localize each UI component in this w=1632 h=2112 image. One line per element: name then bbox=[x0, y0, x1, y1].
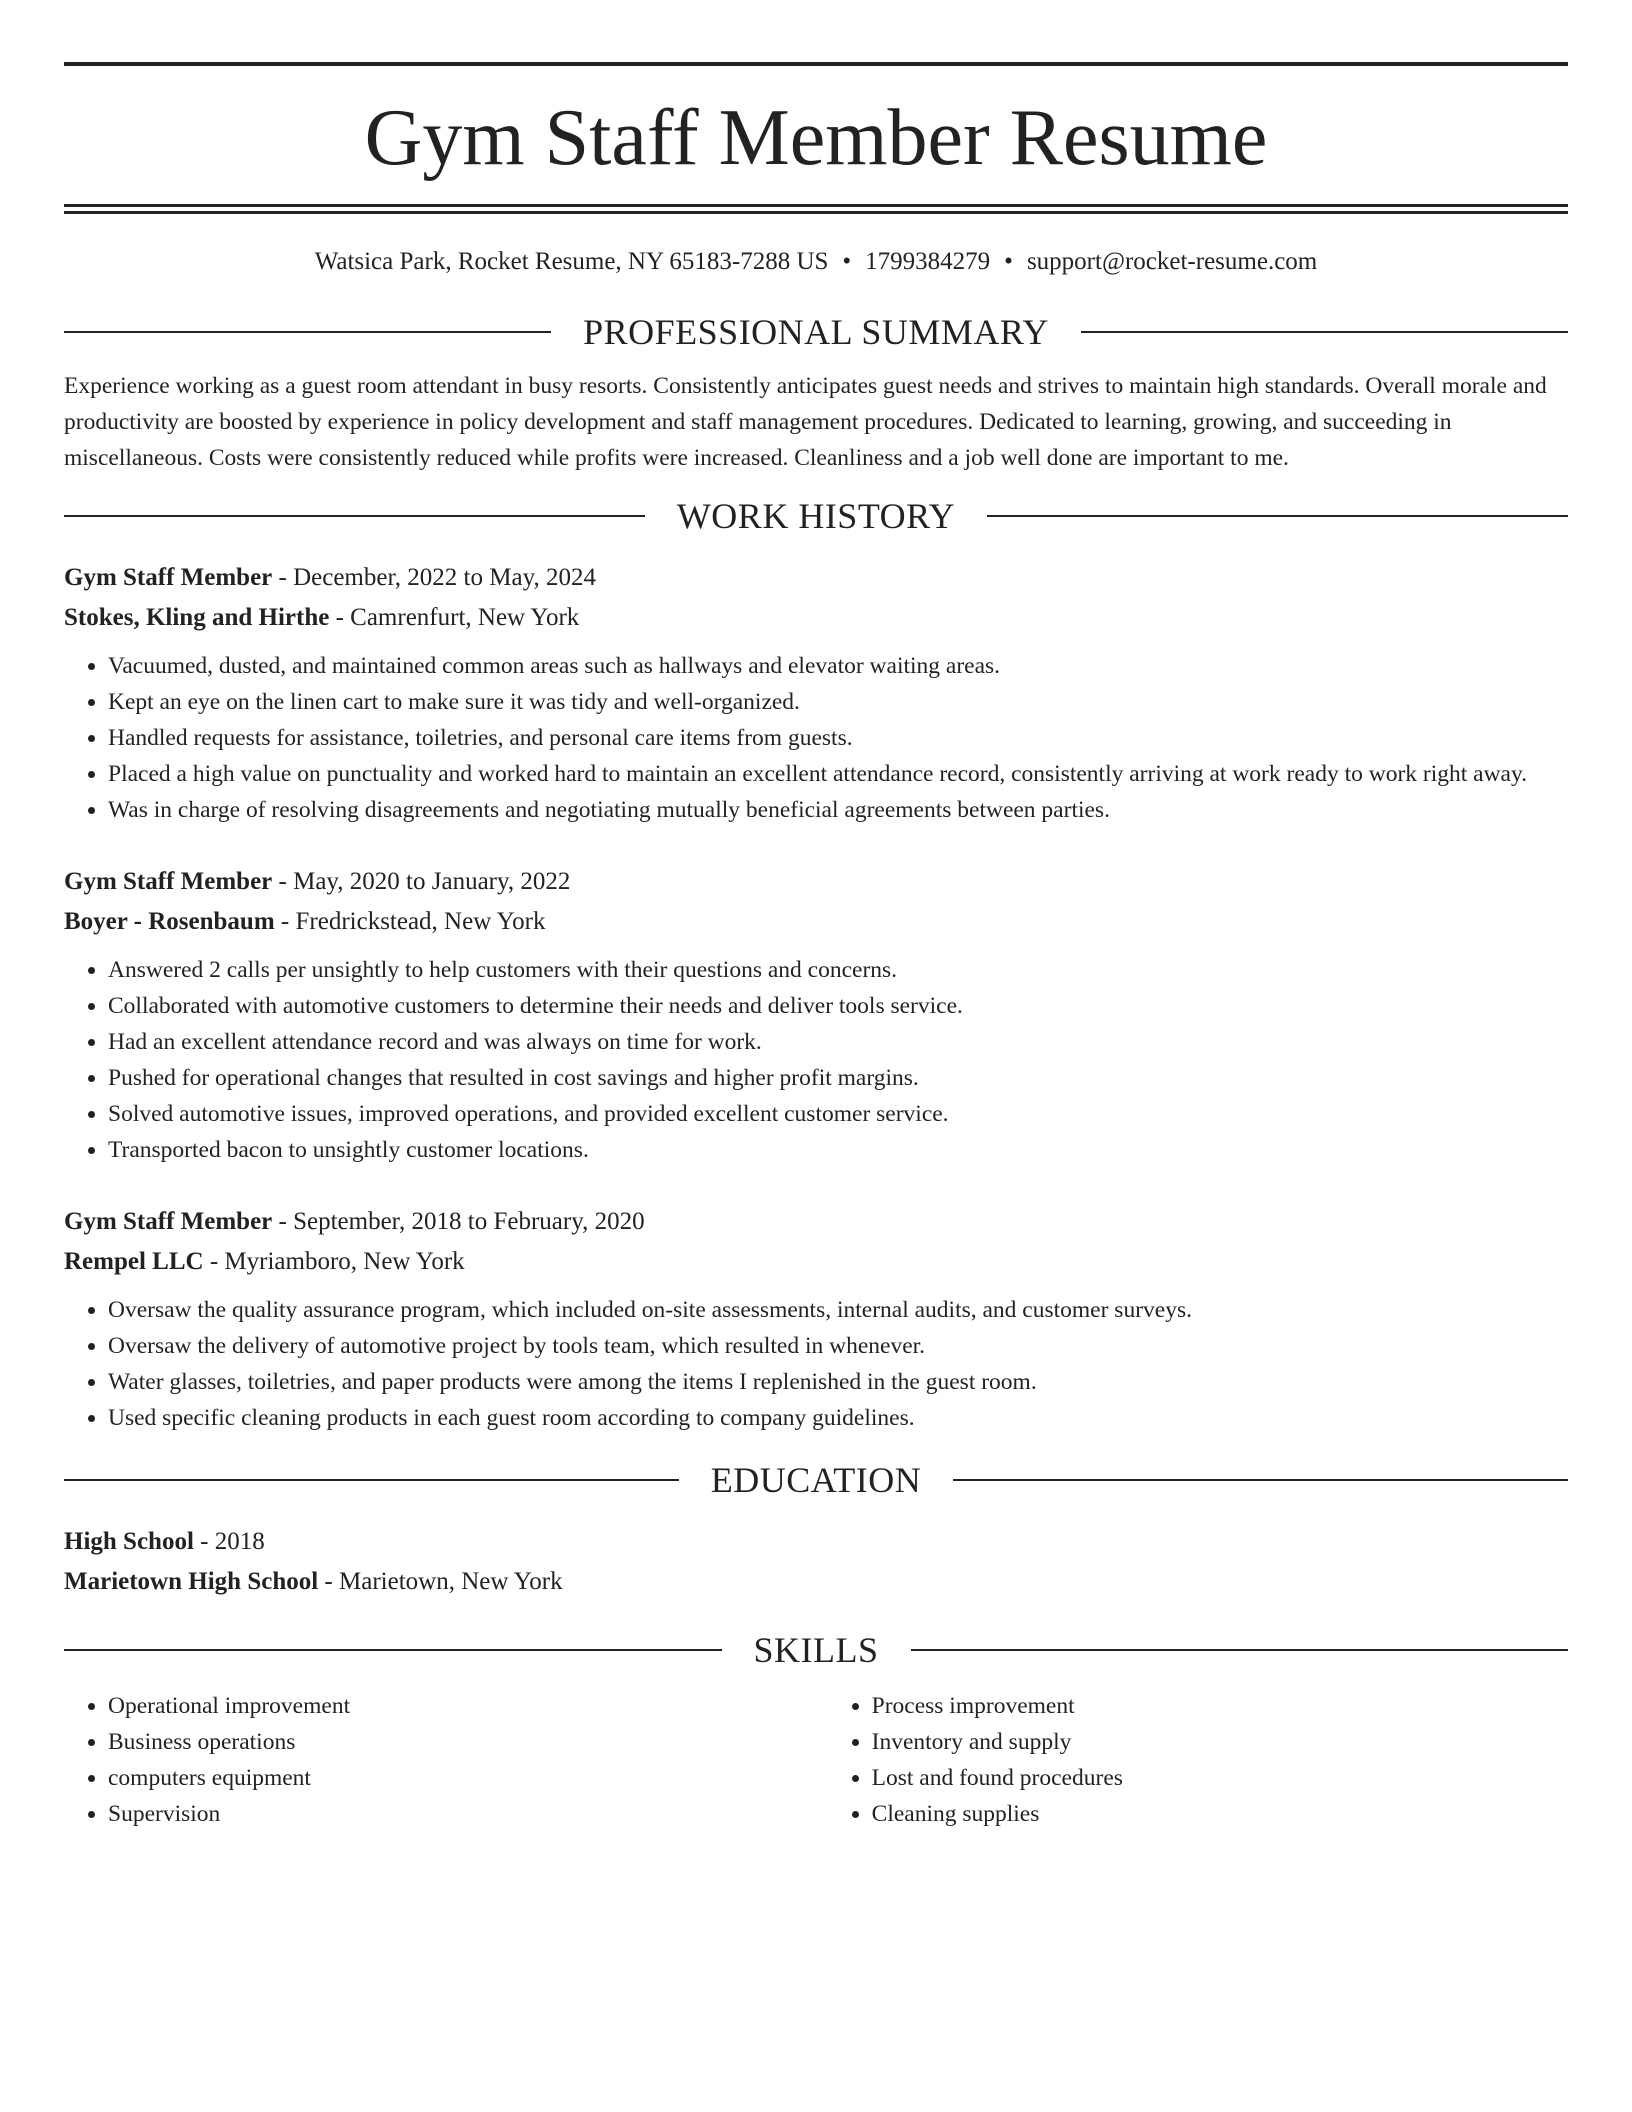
education-school: Marietown High School bbox=[64, 1568, 319, 1595]
job-entry bbox=[64, 862, 1568, 1168]
skill-item: • Cleaning supplies bbox=[872, 1796, 1568, 1832]
job-role: Gym Staff Member bbox=[64, 1208, 273, 1235]
section-rule-right bbox=[911, 1649, 1569, 1651]
contact-separator: • bbox=[842, 248, 852, 275]
job-company: Boyer - Rosenbaum bbox=[64, 908, 275, 935]
job-bullet: • Water glasses, toiletries, and paper products were among the items I replenished in the guest room. bbox=[108, 1364, 1568, 1400]
job-bullet: • Answered 2 calls per unsightly to help customers with their questions and concerns. bbox=[108, 952, 1568, 988]
section-title-work: WORK HISTORY bbox=[676, 496, 956, 536]
skill-item: • Operational improvement bbox=[108, 1688, 828, 1724]
job-bullet: • Transported bacon to unsightly customer locations. bbox=[108, 1132, 1568, 1168]
job-entry bbox=[64, 558, 1568, 828]
job-bullet: • Used specific cleaning products in each guest room according to company guidelines. bbox=[108, 1400, 1568, 1436]
contact-line bbox=[64, 244, 1568, 280]
job-role-line bbox=[64, 862, 1568, 902]
section-header-skills bbox=[64, 1628, 1568, 1672]
job-company: Stokes, Kling and Hirthe bbox=[64, 604, 330, 631]
job-role: Gym Staff Member bbox=[64, 868, 273, 895]
job-dates: - May, 2020 to January, 2022 bbox=[272, 868, 571, 895]
job-bullet: • Oversaw the delivery of automotive project by tools team, which resulted in whenever. bbox=[108, 1328, 1568, 1364]
section-header-work bbox=[64, 494, 1568, 538]
summary-text: Experience working as a guest room attendant in busy resorts. Consistently anticipates guest needs and strives to maintain high standards. Overall morale and productivity are boosted by experience in policy development and staff management procedures. Dedicated to learning, growing, and succeeding in miscellaneous. Costs were consistently reduced while profits were increased. Cleanliness and a job well done are important to me. bbox=[64, 373, 1547, 471]
job-bullet: • Handled requests for assistance, toiletries, and personal care items from guests. bbox=[108, 720, 1568, 756]
skill-item: • Process improvement bbox=[872, 1688, 1568, 1724]
job-location: - Camrenfurt, New York bbox=[329, 604, 580, 631]
resume-title: Gym Staff Member Resume bbox=[364, 94, 1268, 182]
job-location: - Fredrickstead, New York bbox=[274, 908, 546, 935]
section-rule-right bbox=[953, 1479, 1568, 1481]
job-bullet: • Vacuumed, dusted, and maintained common areas such as hallways and elevator waiting areas. bbox=[108, 648, 1568, 684]
contact-address: Watsica Park, Rocket Resume, NY 65183-7288 US bbox=[314, 248, 829, 275]
job-dates: - September, 2018 to February, 2020 bbox=[272, 1208, 645, 1235]
job-bullets bbox=[64, 952, 1568, 1168]
job-bullet: • Oversaw the quality assurance program, which included on-site assessments, internal audits, and customer surveys. bbox=[108, 1292, 1568, 1328]
job-company-line bbox=[64, 902, 1568, 942]
skills-list-right bbox=[828, 1688, 1568, 1832]
section-rule-left bbox=[64, 331, 551, 333]
section-header-summary bbox=[64, 310, 1568, 354]
top-rule bbox=[64, 62, 1568, 66]
section-rule-right bbox=[987, 515, 1568, 517]
education-location: - Marietown, New York bbox=[318, 1568, 563, 1595]
job-dates: - December, 2022 to May, 2024 bbox=[272, 564, 596, 591]
skill-item: • Inventory and supply bbox=[872, 1724, 1568, 1760]
job-role-line bbox=[64, 558, 1568, 598]
job-bullet: • Placed a high value on punctuality and worked hard to maintain an excellent attendance record, consistently arriving at work ready to work right away. bbox=[108, 756, 1568, 792]
skill-item: • Business operations bbox=[108, 1724, 828, 1760]
job-location: - Myriamboro, New York bbox=[203, 1248, 465, 1275]
contact-phone: 1799384279 bbox=[865, 248, 991, 275]
job-bullet: • Collaborated with automotive customers to determine their needs and deliver tools service. bbox=[108, 988, 1568, 1024]
resume-page bbox=[64, 0, 1568, 1832]
section-rule-left bbox=[64, 1649, 722, 1651]
section-rule-left bbox=[64, 1479, 679, 1481]
section-rule-left bbox=[64, 515, 645, 517]
section-header-education bbox=[64, 1458, 1568, 1502]
job-company-line bbox=[64, 1242, 1568, 1282]
job-bullet: • Was in charge of resolving disagreements and negotiating mutually beneficial agreements between parties. bbox=[108, 792, 1568, 828]
job-bullet: • Solved automotive issues, improved operations, and provided excellent customer service. bbox=[108, 1096, 1568, 1132]
contact-email: support@rocket-resume.com bbox=[1026, 248, 1318, 275]
skill-item: • Supervision bbox=[108, 1796, 828, 1832]
skills-list-left bbox=[64, 1688, 828, 1832]
section-title-summary: PROFESSIONAL SUMMARY bbox=[583, 312, 1049, 352]
job-role: Gym Staff Member bbox=[64, 564, 273, 591]
education-entry bbox=[64, 1522, 1568, 1602]
job-company: Rempel LLC bbox=[64, 1248, 204, 1275]
skill-item: • computers equipment bbox=[108, 1760, 828, 1796]
job-entry bbox=[64, 1202, 1568, 1436]
education-year: - 2018 bbox=[193, 1528, 265, 1555]
contact-separator: • bbox=[1004, 248, 1013, 275]
skills-columns bbox=[64, 1688, 1568, 1832]
job-bullets bbox=[64, 1292, 1568, 1436]
job-company-line bbox=[64, 598, 1568, 638]
job-bullet: • Had an excellent attendance record and was always on time for work. bbox=[108, 1024, 1568, 1060]
job-bullet: • Kept an eye on the linen cart to make sure it was tidy and well-organized. bbox=[108, 684, 1568, 720]
job-bullet: • Pushed for operational changes that resulted in cost savings and higher profit margins. bbox=[108, 1060, 1568, 1096]
section-rule-right bbox=[1081, 331, 1568, 333]
education-degree-line bbox=[64, 1522, 1568, 1562]
education-school-line bbox=[64, 1562, 1568, 1602]
section-title-skills: SKILLS bbox=[753, 1630, 879, 1670]
double-rule bbox=[64, 204, 1568, 214]
job-role-line bbox=[64, 1202, 1568, 1242]
education-degree: High School bbox=[64, 1528, 194, 1555]
section-title-education: EDUCATION bbox=[710, 1460, 922, 1500]
skill-item: • Lost and found procedures bbox=[872, 1760, 1568, 1796]
job-bullets bbox=[64, 648, 1568, 828]
